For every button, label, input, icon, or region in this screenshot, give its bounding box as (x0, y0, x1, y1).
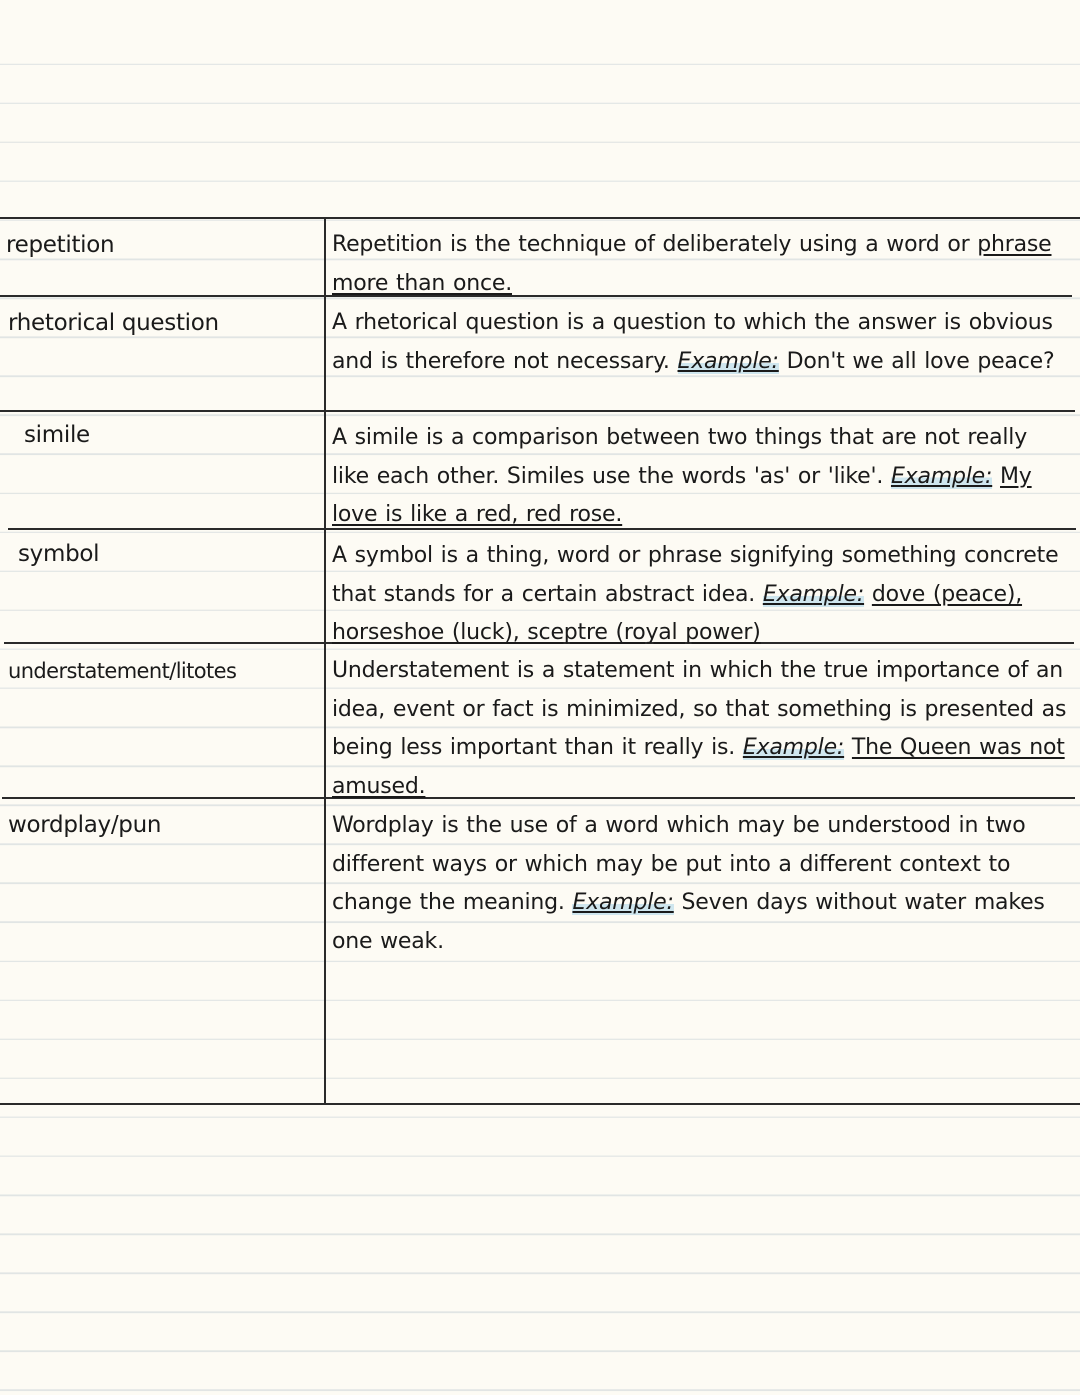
definition-wordplay-pun (332, 807, 1067, 961)
definition-text: Wordplay is the use of a word which may be understood in two different ways or which may be put into a different context to change the meaning. (332, 813, 1026, 915)
definition-underlined-text: phrase more than once. (332, 232, 1052, 296)
definition-text: A simile is a comparison between two things that are not really like each other. Similes use the words 'as' or 'like'. (332, 425, 1028, 489)
definition-text: Understatement is a statement in which the true importance of an idea, event or fact is minimized, so that something is presented as being less important than it really is. (332, 658, 1067, 760)
table-column-divider (324, 217, 326, 1105)
definition-repetition (332, 226, 1067, 303)
example-label: Example: (572, 890, 674, 915)
table-bottom-border (0, 1103, 1080, 1105)
term-rhetorical-question: rhetorical question (8, 310, 219, 336)
example-text: The Queen was not amused. (332, 735, 1065, 799)
definition-text: A symbol is a thing, word or phrase signifying something concrete that stands for a certain abstract idea. (332, 543, 1059, 607)
definition-simile (332, 419, 1067, 535)
term-symbol: symbol (18, 541, 100, 567)
definition-text: Repetition is the technique of deliberately using a word or (332, 232, 978, 257)
example-label: Example: (890, 463, 993, 489)
term-simile: simile (24, 422, 90, 448)
example-label: Example: (742, 735, 845, 760)
term-understatement-litotes: understatement/litotes (8, 659, 237, 683)
definition-rhetorical-question (332, 304, 1067, 381)
example-text: My love is like a red, red rose. (332, 463, 1032, 527)
example-label: Example: (677, 348, 779, 374)
table-top-border (0, 217, 1080, 219)
example-label: Example: (762, 581, 865, 607)
example-text: Don't we all love peace? (786, 348, 1055, 374)
term-wordplay-pun: wordplay/pun (8, 812, 162, 838)
row-divider (0, 410, 1075, 412)
definition-text: A rhetorical question is a question to which the answer is obvious and is therefore not necessary. (332, 310, 1053, 374)
example-text: dove (peace), horseshoe (luck), sceptre (royal power) (332, 581, 1023, 645)
definition-understatement-litotes (332, 652, 1067, 806)
example-text: Seven days without water makes one weak. (332, 890, 1045, 954)
term-repetition: repetition (6, 232, 115, 258)
definition-symbol (332, 537, 1067, 653)
